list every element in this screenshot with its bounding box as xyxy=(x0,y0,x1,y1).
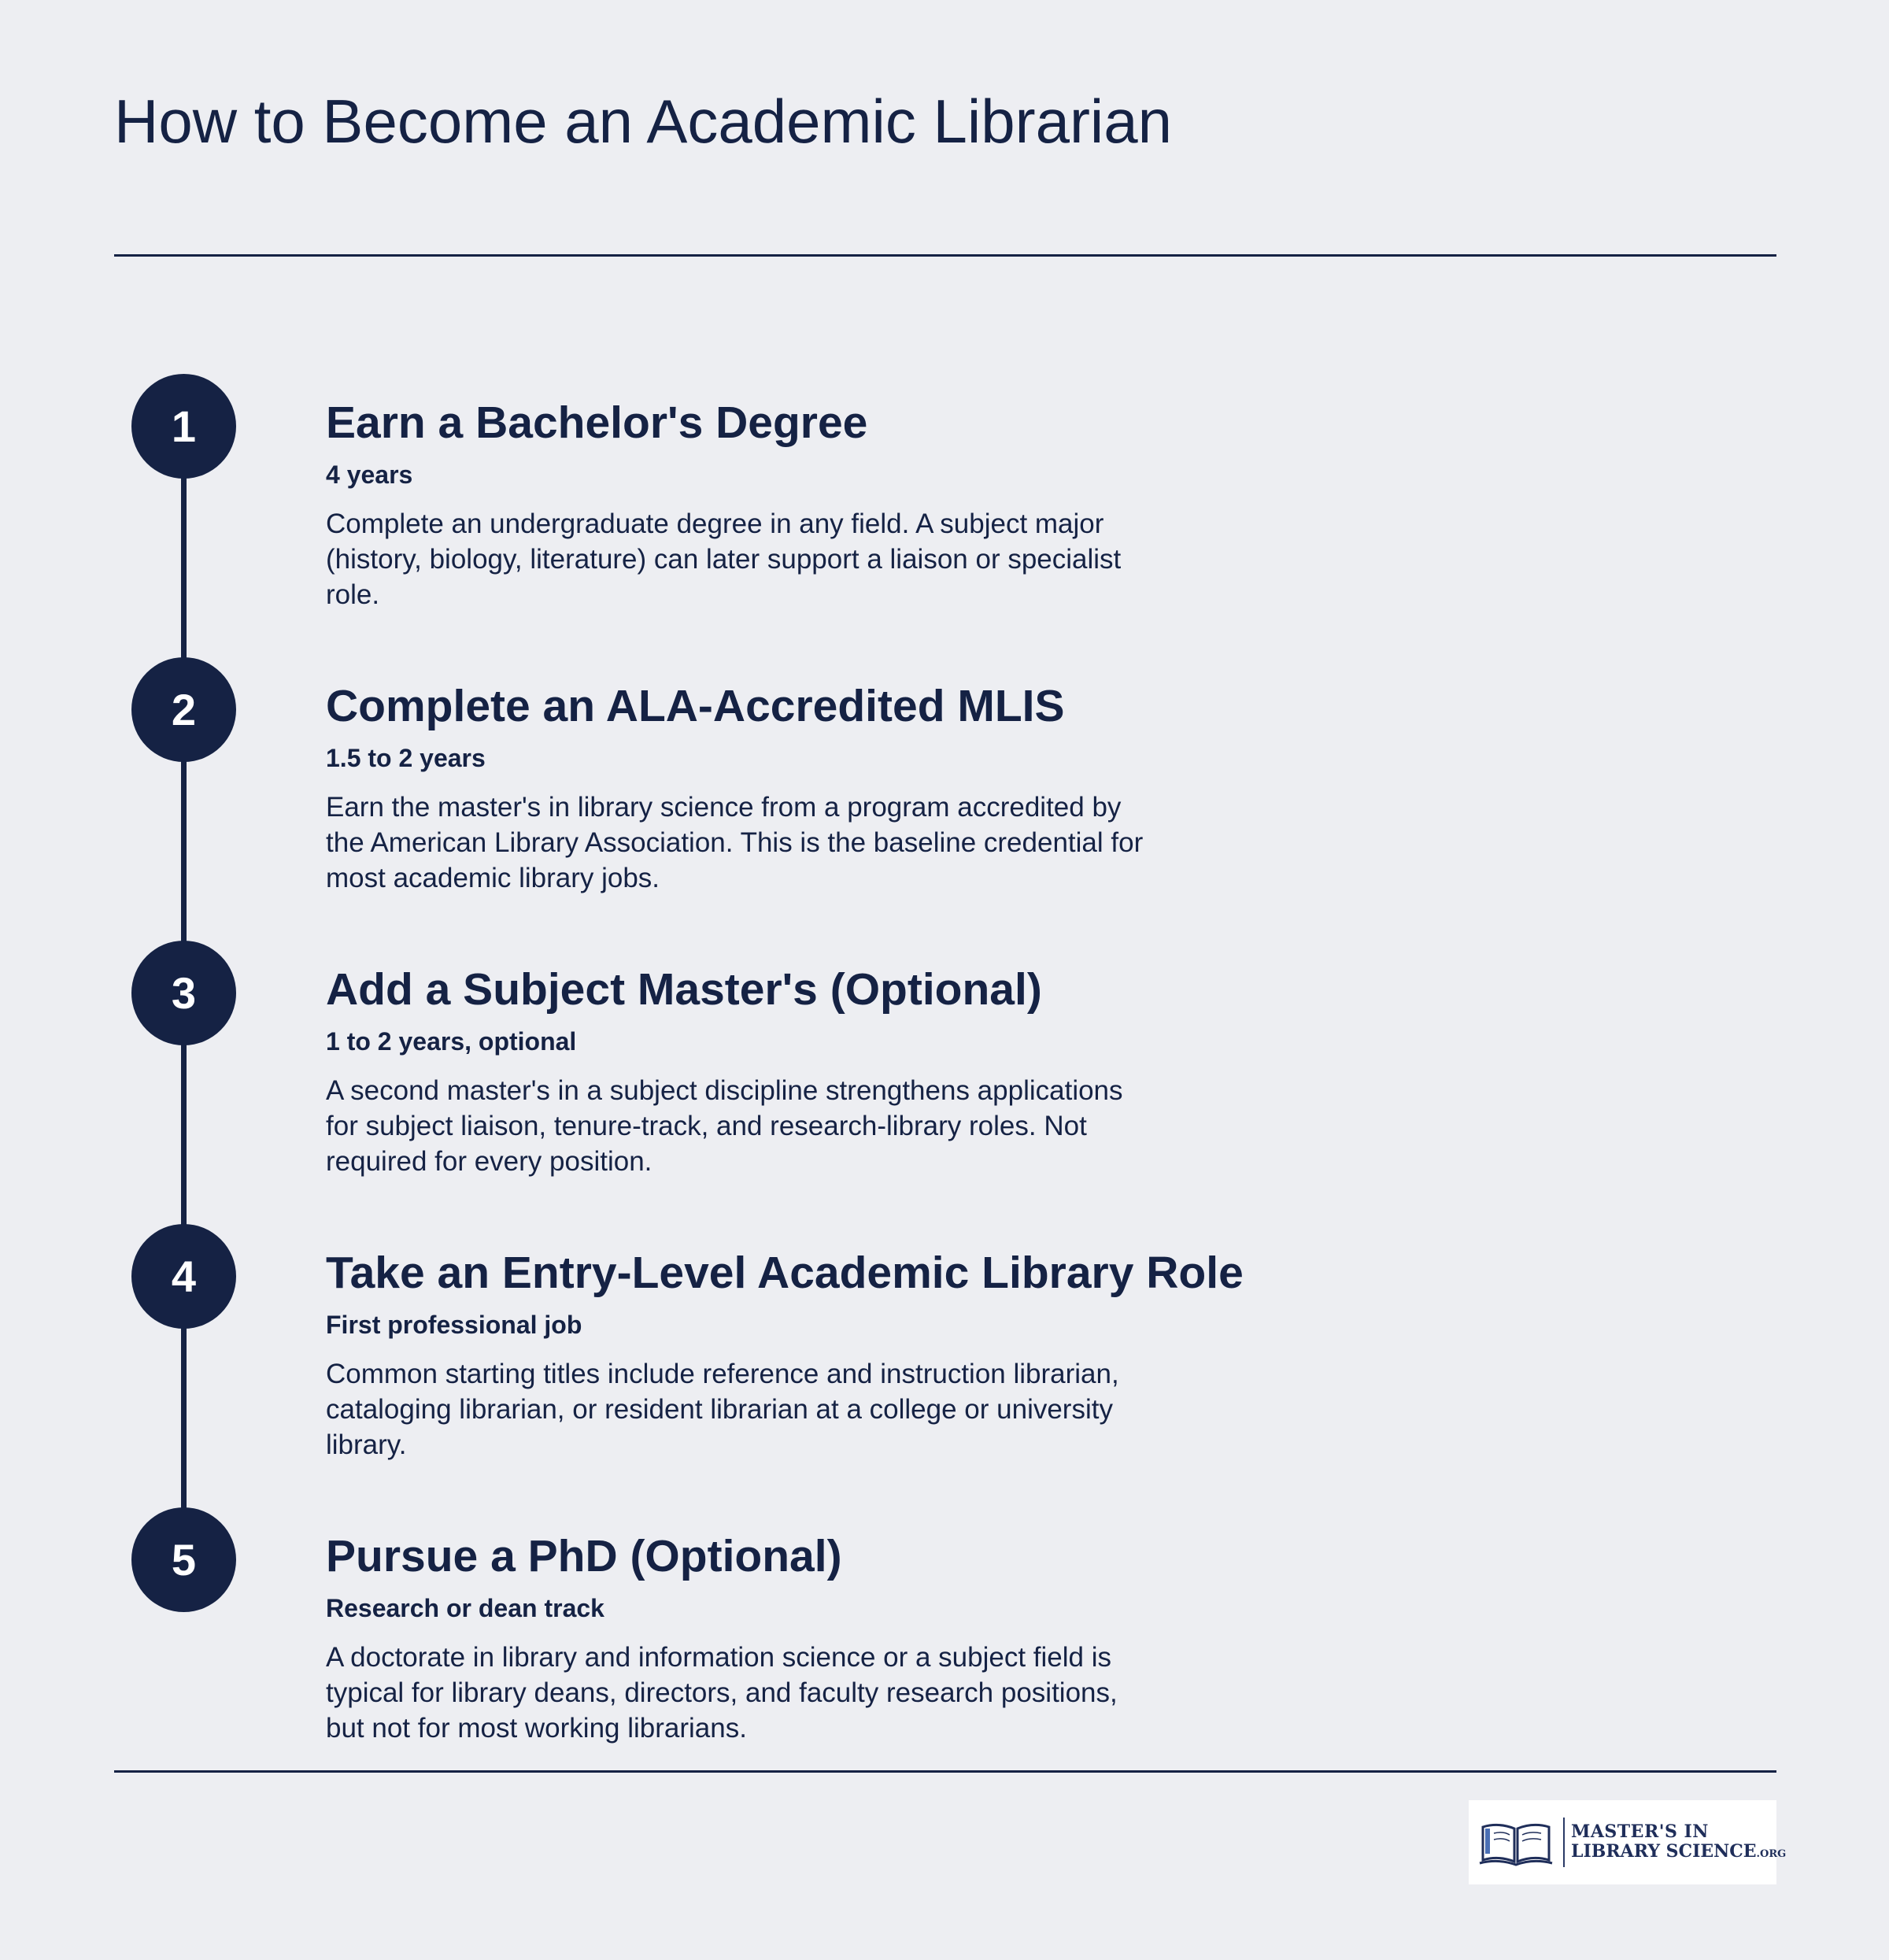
step-2 xyxy=(0,657,1889,893)
page-title: How to Become an Academic Librarian xyxy=(114,87,1173,156)
step-title: Add a Subject Master's (Optional) xyxy=(326,964,1042,1015)
logo-line-1: MASTER'S IN xyxy=(1571,1821,1709,1842)
logo-divider xyxy=(1563,1818,1565,1867)
step-number-badge: 2 xyxy=(131,657,236,762)
step-description: Earn the master's in library science from a program accredited by the American Library Association. This is the baseline credential for most academic library jobs. xyxy=(326,792,1144,893)
step-title: Pursue a PhD (Optional) xyxy=(326,1531,842,1581)
step-3 xyxy=(0,941,1889,1177)
step-duration: Research or dean track xyxy=(326,1594,604,1622)
step-number-badge: 3 xyxy=(131,941,236,1045)
open-book-icon xyxy=(1478,1818,1554,1866)
step-duration: 4 years xyxy=(326,460,413,489)
top-divider xyxy=(114,254,1776,257)
step-number-badge: 1 xyxy=(131,374,236,479)
step-description: A second master's in a subject discipline strengthens applications for subject liaison, tenure-track, and research-library roles. Not required for every position. xyxy=(326,1075,1123,1177)
step-description: Complete an undergraduate degree in any field. A subject major (history, biology, literature) can later support a liaison or specialist role. xyxy=(326,508,1122,610)
site-logo[interactable] xyxy=(1469,1800,1787,1884)
step-duration: 1 to 2 years, optional xyxy=(326,1027,577,1056)
logo-suffix: .ORG xyxy=(1756,1848,1787,1861)
logo-line-2 xyxy=(1571,1842,1786,1862)
step-4 xyxy=(0,1224,1889,1460)
step-title: Take an Entry-Level Academic Library Role xyxy=(326,1248,1244,1298)
step-number-badge: 5 xyxy=(131,1507,236,1612)
step-duration: First professional job xyxy=(326,1311,582,1339)
step-1 xyxy=(0,374,1889,610)
step-5 xyxy=(0,1507,1889,1744)
step-description: Common starting titles include reference and instruction librarian, cataloging librarian, or resident librarian at a college or university library. xyxy=(326,1359,1119,1460)
logo-wordmark xyxy=(1571,1822,1786,1862)
bottom-divider xyxy=(114,1770,1776,1773)
step-title: Earn a Bachelor's Degree xyxy=(326,398,868,448)
step-number-badge: 4 xyxy=(131,1224,236,1329)
step-duration: 1.5 to 2 years xyxy=(326,744,486,772)
step-title: Complete an ALA-Accredited MLIS xyxy=(326,681,1065,731)
logo-line-2-main: LIBRARY SCIENCE xyxy=(1571,1841,1757,1862)
step-description: A doctorate in library and information science or a subject field is typical for library deans, directors, and faculty research positions, but not for most working librarians. xyxy=(326,1642,1118,1744)
